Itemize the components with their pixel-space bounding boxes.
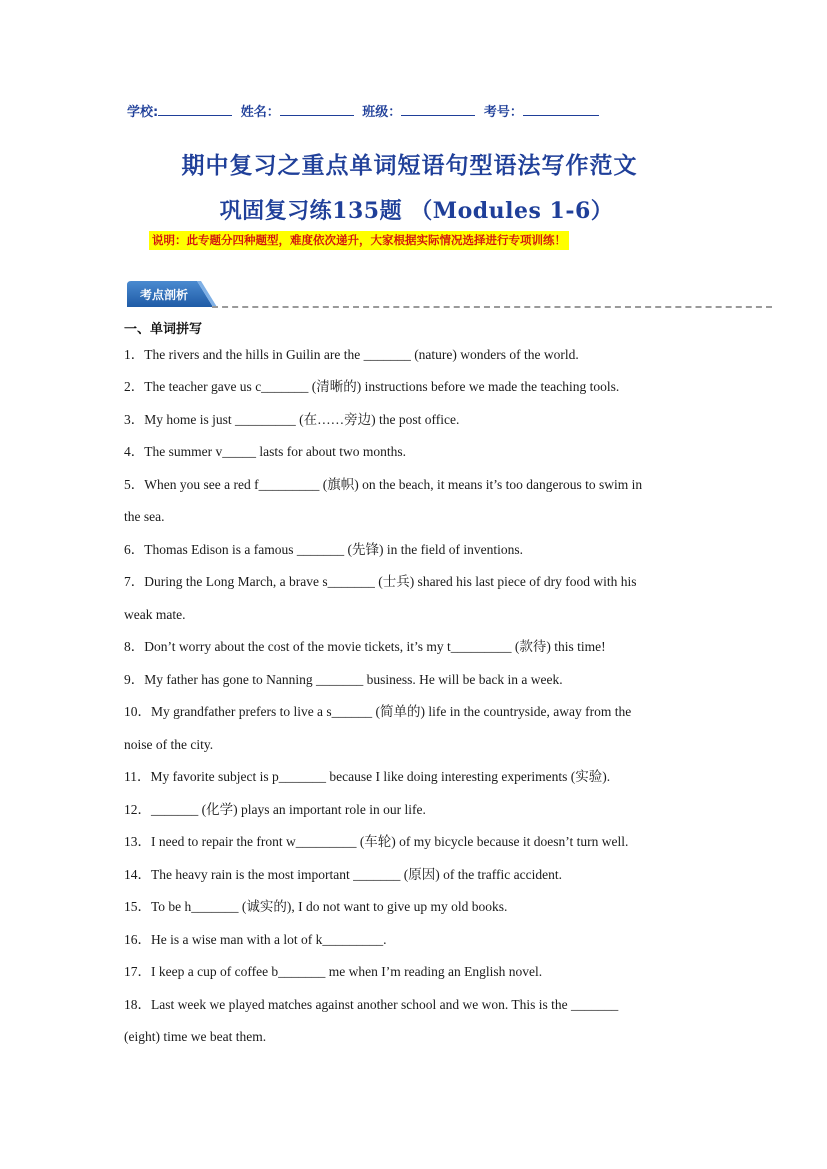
student-info-line [127, 101, 599, 120]
question-item: 13．I need to repair the front w_________ (车轮) of my bicycle because it doesn’t turn well. [124, 834, 629, 849]
question-item: 16．He is a wise man with a lot of k_________. [124, 932, 387, 947]
question-item: 10．My grandfather prefers to live a s______ (简单的) life in the countryside, away from the [124, 704, 632, 719]
question-item: 5．When you see a red f_________ (旗帜) on the beach, it means it’s too dangerous to swim in [124, 477, 643, 492]
class-blank[interactable] [401, 103, 475, 116]
badge-label: 考点剖析 [140, 288, 189, 302]
question-continuation: noise of the city. [124, 737, 214, 752]
question-continuation: weak mate. [124, 607, 186, 622]
question-item: 2．The teacher gave us c_______ (清晰的) instructions before we made the teaching tools. [124, 379, 620, 394]
question-item: 1．The rivers and the hills in Guilin are the _______ (nature) wonders of the world. [124, 347, 579, 362]
question-continuation: the sea. [124, 509, 165, 524]
question-item: 8．Don’t worry about the cost of the movie tickets, it’s my t_________ (款待) this time! [124, 639, 606, 654]
question-item: 11．My favorite subject is p_______ because I like doing interesting experiments (实验). [124, 769, 611, 784]
school-blank[interactable] [158, 103, 232, 116]
section-heading: 一、单词拼写 [124, 322, 203, 337]
exam-number-label: 考号： [483, 105, 523, 120]
question-continuation: (eight) time we beat them. [124, 1029, 267, 1044]
question-item: 12．_______ (化学) plays an important role in our life. [124, 802, 426, 817]
section-badge [127, 281, 211, 307]
page-title: 期中复习之重点单词短语句型语法写作范文 [181, 152, 638, 179]
class-label: 班级： [362, 105, 402, 120]
name-blank[interactable] [280, 103, 354, 116]
name-label: 姓名： [240, 105, 280, 120]
school-label: 学校: [127, 105, 159, 120]
exam-number-blank[interactable] [523, 103, 599, 116]
page-subtitle: 巩固复习练135题 （Modules 1-6） [219, 198, 614, 224]
question-item: 6．Thomas Edison is a famous _______ (先锋) in the field of inventions. [124, 542, 523, 557]
question-item: 4．The summer v_____ lasts for about two months. [124, 444, 406, 459]
question-item: 17．I keep a cup of coffee b_______ me when I’m reading an English novel. [124, 964, 543, 979]
instruction-note: 说明：此专题分四种题型，难度依次递升，大家根据实际情况选择进行专项训练！ [149, 231, 569, 250]
question-item: 9．My father has gone to Nanning _______ business. He will be back in a week. [124, 672, 563, 687]
dashed-divider [212, 306, 772, 308]
question-item: 7．During the Long March, a brave s_______ (士兵) shared his last piece of dry food with his [124, 574, 637, 589]
question-item: 15．To be h_______ (诚实的), I do not want to give up my old books. [124, 899, 508, 914]
question-item: 3．My home is just _________ (在……旁边) the post office. [124, 412, 460, 427]
question-item: 18．Last week we played matches against another school and we won. This is the _______ [124, 997, 619, 1012]
question-item: 14．The heavy rain is the most important _______ (原因) of the traffic accident. [124, 867, 563, 882]
